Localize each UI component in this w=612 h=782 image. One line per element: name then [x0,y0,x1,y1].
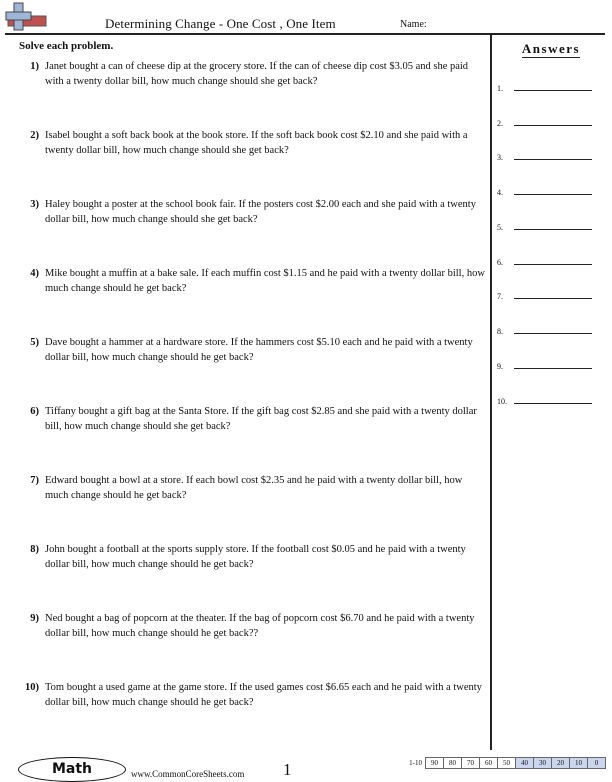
answer-line[interactable] [497,322,597,336]
problem-number: 2) [30,130,39,141]
site-url: www.CommonCoreSheets.com [131,769,245,779]
problem-text: Tom bought a used game at the game store. If the used games cost $6.65 each and he paid with a twenty dollar bill, how much change should he get back? [45,682,482,708]
problem-text: Tiffany bought a gift bag at the Santa Store. If the gift bag cost $2.85 and she paid with a twenty dollar bill, how much change should she get back? [45,406,477,432]
answer-label: 2. [497,119,503,128]
page-number: 1 [283,760,292,779]
answer-line[interactable] [497,392,597,406]
answer-label: 7. [497,292,503,301]
answer-line[interactable] [497,114,597,128]
name-label: Name: [400,19,427,30]
answer-blank[interactable] [514,194,592,195]
answer-label: 9. [497,362,503,371]
answer-line[interactable] [497,253,597,267]
score-cell: 20 [552,758,570,769]
score-cell: 40 [516,758,534,769]
answer-line[interactable] [497,148,597,162]
problem-text: Edward bought a bowl at a store. If each bowl cost $2.35 and he paid with a twenty dollar bill, how much change should he get back? [45,475,463,501]
page-title: Determining Change - One Cost , One Item [105,16,336,31]
problem-text: Dave bought a hammer at a hardware store. If the hammers cost $5.10 each and he paid with a twenty dollar bill, how much change should he get back? [45,337,473,363]
instructions: Solve each problem. [19,40,114,52]
answer-blank[interactable] [514,264,592,265]
answers-divider [490,34,492,750]
problem-number: 5) [30,337,39,348]
score-cell: 60 [480,758,498,769]
problem-text: Janet bought a can of cheese dip at the grocery store. If the can of cheese dip cost $3.05 and she paid with a twenty dollar bill, how much change should she get back? [45,61,469,87]
problem-number: 6) [30,406,39,417]
problem-number: 9) [30,613,39,624]
answer-blank[interactable] [514,368,592,369]
problem-number: 8) [30,544,39,555]
problem-number: 4) [30,268,39,279]
score-cell: 30 [534,758,552,769]
math-badge: Math [18,757,126,782]
answer-label: 8. [497,327,503,336]
answer-blank[interactable] [514,229,592,230]
problem-number: 10) [25,682,39,693]
score-cell: 70 [462,758,480,769]
answer-label: 5. [497,223,503,232]
answer-label: 3. [497,153,503,162]
problem-number: 7) [30,475,39,486]
answer-label: 6. [497,258,503,267]
score-cell: 90 [426,758,444,769]
answer-label: 1. [497,84,503,93]
answer-blank[interactable] [514,298,592,299]
problem-text: Mike bought a muffin at a bake sale. If each muffin cost $1.15 and he paid with a twenty dollar bill, how much change should he get back? [45,268,485,294]
answer-label: 4. [497,188,503,197]
score-range: 1-10 [409,759,422,767]
score-table [398,757,606,769]
answer-blank[interactable] [514,90,592,91]
problem-text: John bought a football at the sports supply store. If the football cost $0.05 and he paid with a twenty dollar bill, how much change should he get back? [45,544,466,570]
answer-line[interactable] [497,287,597,301]
answer-blank[interactable] [514,333,592,334]
problem-text: Ned bought a bag of popcorn at the theater. If the bag of popcorn cost $6.70 and he paid with a twenty dollar bill, how much change should he get back?? [45,613,475,639]
problem-text: Haley bought a poster at the school book fair. If the posters cost $2.00 each and she paid with a twenty dollar bill, how much change should she get back? [45,199,476,225]
answer-line[interactable] [497,357,597,371]
score-cell: 10 [570,758,588,769]
score-cell: 80 [444,758,462,769]
header-divider [5,33,605,35]
answers-heading [496,41,606,57]
answer-label: 10. [497,397,507,406]
problem-number: 1) [30,61,39,72]
problem-text: Isabel bought a soft back book at the book store. If the soft back book cost $2.10 and she paid with a twenty dollar bill, how much change should she get back? [45,130,468,156]
answer-line[interactable] [497,218,597,232]
answer-blank[interactable] [514,403,592,404]
problem-number: 3) [30,199,39,210]
answer-line[interactable] [497,79,597,93]
score-cell: 0 [588,758,606,769]
answer-blank[interactable] [514,125,592,126]
answers-heading-text: Answers [521,41,581,56]
score-cell: 50 [498,758,516,769]
answer-blank[interactable] [514,159,592,160]
answer-line[interactable] [497,183,597,197]
